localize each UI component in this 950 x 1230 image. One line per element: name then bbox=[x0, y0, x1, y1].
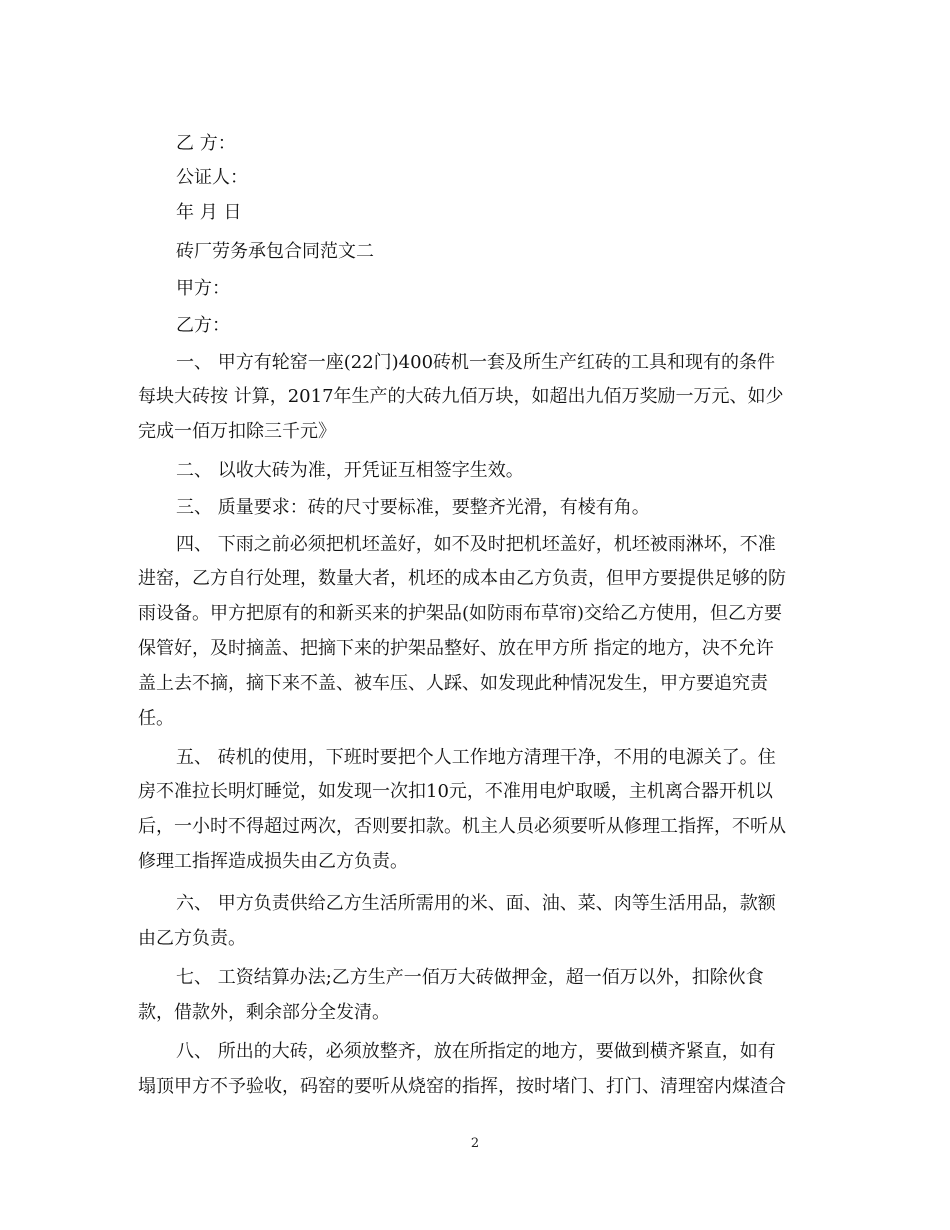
clause-3: 三、 质量要求：砖的尺寸要标准，要整齐光滑，有棱有角。 bbox=[176, 497, 650, 518]
page-number: 2 bbox=[470, 1136, 480, 1151]
clause-4-line-1: 四、 下雨之前必须把机坯盖好，如不及时把机坯盖好，机坯被雨淋坏，不准 bbox=[176, 534, 776, 555]
clause-4-line-4: 保管好，及时摘盖、把摘下来的护架品整好、放在甲方所 指定的地方，决不允许 bbox=[138, 638, 774, 659]
clause-2: 二、 以收大砖为准，开凭证互相签字生效。 bbox=[176, 460, 524, 481]
clause-8-line-2: 塌顶甲方不予验收，码窑的要听从烧窑的指挥，按时堵门、打门、清理窑内煤渣合 bbox=[138, 1076, 786, 1097]
clause-4-line-6: 任。 bbox=[138, 708, 174, 729]
clause-1-line-3: 完成一佰万扣除三千元》 bbox=[138, 421, 336, 442]
clause-5-line-4: 修理工指挥造成损失由乙方负责。 bbox=[138, 851, 408, 872]
clause-6-line-1: 六、 甲方负责供给乙方生活所需用的米、面、油、菜、肉等生活用品，款额 bbox=[176, 893, 776, 914]
party-b-signature-line: 乙 方： bbox=[176, 133, 236, 154]
party-a-line: 甲方： bbox=[176, 278, 230, 299]
clause-1-line-2: 每块大砖按 计算，2017年生产的大砖九佰万块，如超出九佰万奖励一万元、如少 bbox=[138, 386, 784, 407]
clause-7-line-1: 七、 工资结算办法;乙方生产一佰万大砖做押金，超一佰万以外，扣除伙食 bbox=[176, 967, 764, 988]
clause-1-line-1: 一、 甲方有轮窑一座(22门)400砖机一套及所生产红砖的工具和现有的条件 bbox=[176, 352, 776, 373]
clause-8-line-1: 八、 所出的大砖，必须放整齐，放在所指定的地方，要做到横齐紧直，如有 bbox=[176, 1041, 776, 1062]
party-b-line: 乙方： bbox=[176, 315, 230, 336]
notary-signature-line: 公证人： bbox=[176, 167, 248, 188]
section-title: 砖厂劳务承包合同范文二 bbox=[176, 241, 374, 262]
clause-5-line-2: 房不准拉长明灯睡觉，如发现一次扣10元，不准用电炉取暖，主机离合器开机以 bbox=[138, 781, 773, 802]
clause-4-line-3: 雨设备。甲方把原有的和新买来的护架品(如防雨布草帘)交给乙方使用，但乙方要 bbox=[138, 603, 783, 624]
clause-4-line-2: 进窑，乙方自行处理，数量大者，机坯的成本由乙方负责，但甲方要提供足够的防 bbox=[138, 568, 786, 589]
clause-5-line-3: 后，一小时不得超过两次，否则要扣款。机主人员必须要听从修理工指挥，不听从 bbox=[138, 816, 786, 837]
clause-4-line-5: 盖上去不摘，摘下来不盖、被车压、人踩、如发现此种情况发生，甲方要追究责 bbox=[138, 673, 768, 694]
date-line: 年 月 日 bbox=[176, 202, 242, 223]
clause-6-line-2: 由乙方负责。 bbox=[138, 928, 246, 949]
clause-7-line-2: 款，借款外，剩余部分全发清。 bbox=[138, 1002, 390, 1023]
clause-5-line-1: 五、 砖机的使用，下班时要把个人工作地方清理干净，不用的电源关了。住 bbox=[176, 747, 776, 768]
